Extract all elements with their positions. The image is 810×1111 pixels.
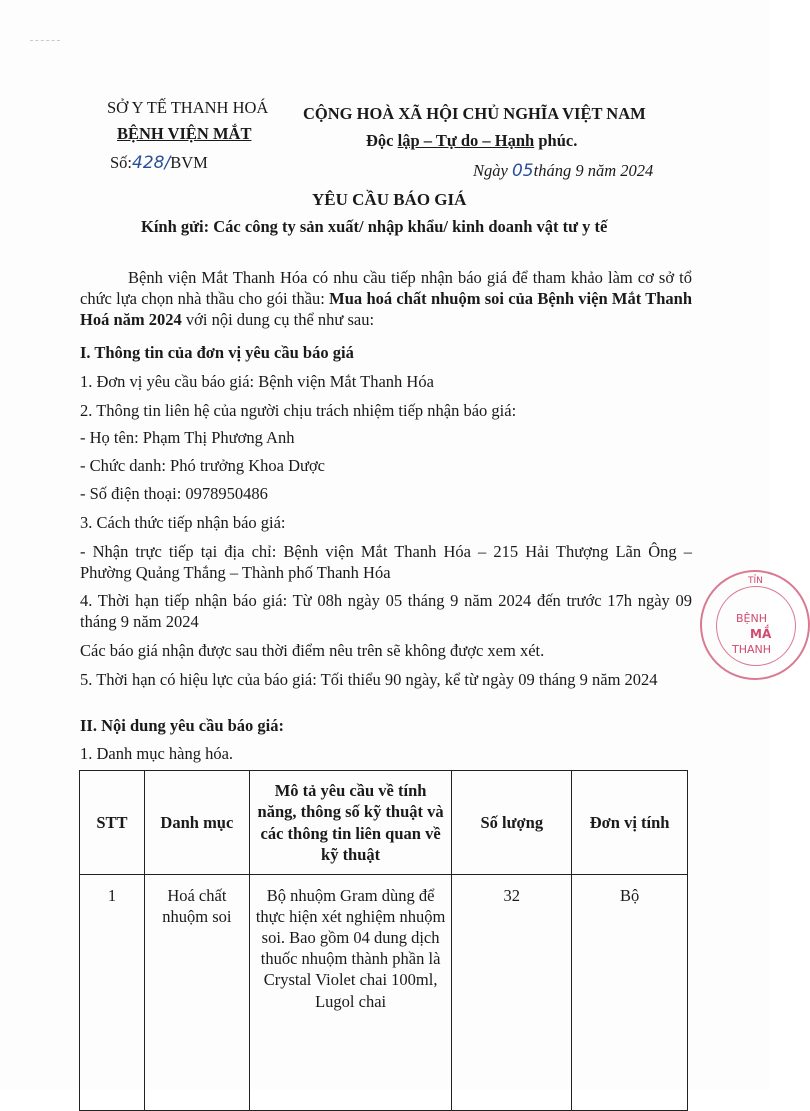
table-row: [80, 875, 688, 1111]
recipient: Kính gửi: Các công ty sản xuất/ nhập khẩu/ kinh doanh vật tư y tế: [141, 217, 608, 236]
org-department: SỞ Y TẾ THANH HOÁ: [107, 98, 269, 117]
goods-table: [79, 770, 688, 1111]
intro-text-b: với nội dung cụ thể như sau:: [181, 310, 375, 329]
document-date: [473, 161, 653, 182]
section-1-item-4: 4. Thời hạn tiếp nhận báo giá: Từ 08h ngày 05 tháng 9 năm 2024 đến trước 17h ngày 09 tháng 9 năm 2024: [80, 591, 692, 631]
doc-number-label: Số:: [110, 153, 133, 172]
document-title: YÊU CẦU BÁO GIÁ: [312, 190, 467, 209]
cell-description: Bộ nhuộm Gram dùng để thực hiện xét nghiệm nhuộm soi. Bao gồm 04 dung dịch thuốc nhuộm thành phần là Crystal Violet chai 100ml, Lugol chai: [249, 875, 452, 1111]
section-1-item-5: 5. Thời hạn có hiệu lực của báo giá: Tối thiểu 90 ngày, kể từ ngày 09 tháng 9 năm 2024: [80, 670, 658, 689]
header-quantity: Số lượng: [452, 771, 572, 875]
cell-unit: Bộ: [572, 875, 688, 1111]
motto-underlined: lập – Tự do – Hạnh: [397, 131, 535, 150]
motto: [366, 131, 577, 152]
contact-position: - Chức danh: Phó trưởng Khoa Dược: [80, 456, 325, 475]
header-unit: Đơn vị tính: [572, 771, 688, 875]
intro-package-name: Mua hoá chất nhuộm soi của Bệnh viện Mắt Thanh Hoá năm 2024: [80, 289, 692, 329]
section-1-heading: I. Thông tin của đơn vị yêu cầu báo giá: [80, 343, 354, 362]
section-1-item-3: 3. Cách thức tiếp nhận báo giá:: [80, 513, 286, 532]
stamp-text-line3: THANH: [732, 643, 772, 656]
stamp-text-top: TỈN: [748, 576, 763, 586]
date-handwritten: 05: [511, 161, 534, 181]
cell-stt: 1: [80, 875, 145, 1111]
section-2-heading: II. Nội dung yêu cầu báo giá:: [80, 716, 285, 735]
intro-paragraph: [80, 267, 692, 330]
date-post: tháng 9 năm 2024: [533, 161, 654, 180]
doc-number-suffix: BVM: [170, 153, 208, 172]
header-description: Mô tả yêu cầu về tính năng, thông số kỹ thuật và các thông tin liên quan về kỹ thuật: [249, 771, 452, 875]
motto-post: phúc.: [534, 131, 578, 150]
header-category: Danh mục: [144, 771, 249, 875]
org-name: BỆNH VIỆN MẮT: [117, 124, 252, 143]
scan-mark: [30, 40, 60, 41]
stamp-text-line1: BỆNH: [736, 612, 767, 625]
table-header-row: [80, 771, 688, 875]
doc-number-handwritten: 428/: [132, 153, 171, 173]
cell-quantity: 32: [452, 875, 572, 1111]
contact-phone: - Số điện thoại: 0978950486: [80, 484, 268, 503]
section-2-item-1: 1. Danh mục hàng hóa.: [80, 744, 234, 763]
document-number: [110, 153, 208, 174]
intro-text-a: Bệnh viện Mắt Thanh Hóa có nhu cầu tiếp nhận báo giá để tham khảo làm cơ sở tổ chức lựa chọn nhà thầu cho gói thầu:: [80, 268, 692, 308]
date-pre: Ngày: [473, 161, 508, 180]
section-1-item-1: 1. Đơn vị yêu cầu báo giá: Bệnh viện Mắt Thanh Hóa: [80, 372, 434, 391]
motto-pre: Độc: [366, 131, 398, 150]
nation-title: CỘNG HOÀ XÃ HỘI CHỦ NGHĨA VIỆT NAM: [303, 104, 646, 123]
receive-address: - Nhận trực tiếp tại địa chỉ: Bệnh viện Mắt Thanh Hóa – 215 Hải Thượng Lãn Ông – Phường Quảng Thắng – Thành phố Thanh Hóa: [80, 542, 692, 582]
stamp-text-line2: MẮ: [750, 627, 772, 641]
section-1-item-2: 2. Thông tin liên hệ của người chịu trách nhiệm tiếp nhận báo giá:: [80, 401, 517, 420]
official-stamp: [700, 570, 810, 680]
late-quote-note: Các báo giá nhận được sau thời điểm nêu trên sẽ không được xem xét.: [80, 641, 545, 660]
contact-name: - Họ tên: Phạm Thị Phương Anh: [80, 428, 295, 447]
cell-category: Hoá chất nhuộm soi: [144, 875, 249, 1111]
header-stt: STT: [80, 771, 145, 875]
